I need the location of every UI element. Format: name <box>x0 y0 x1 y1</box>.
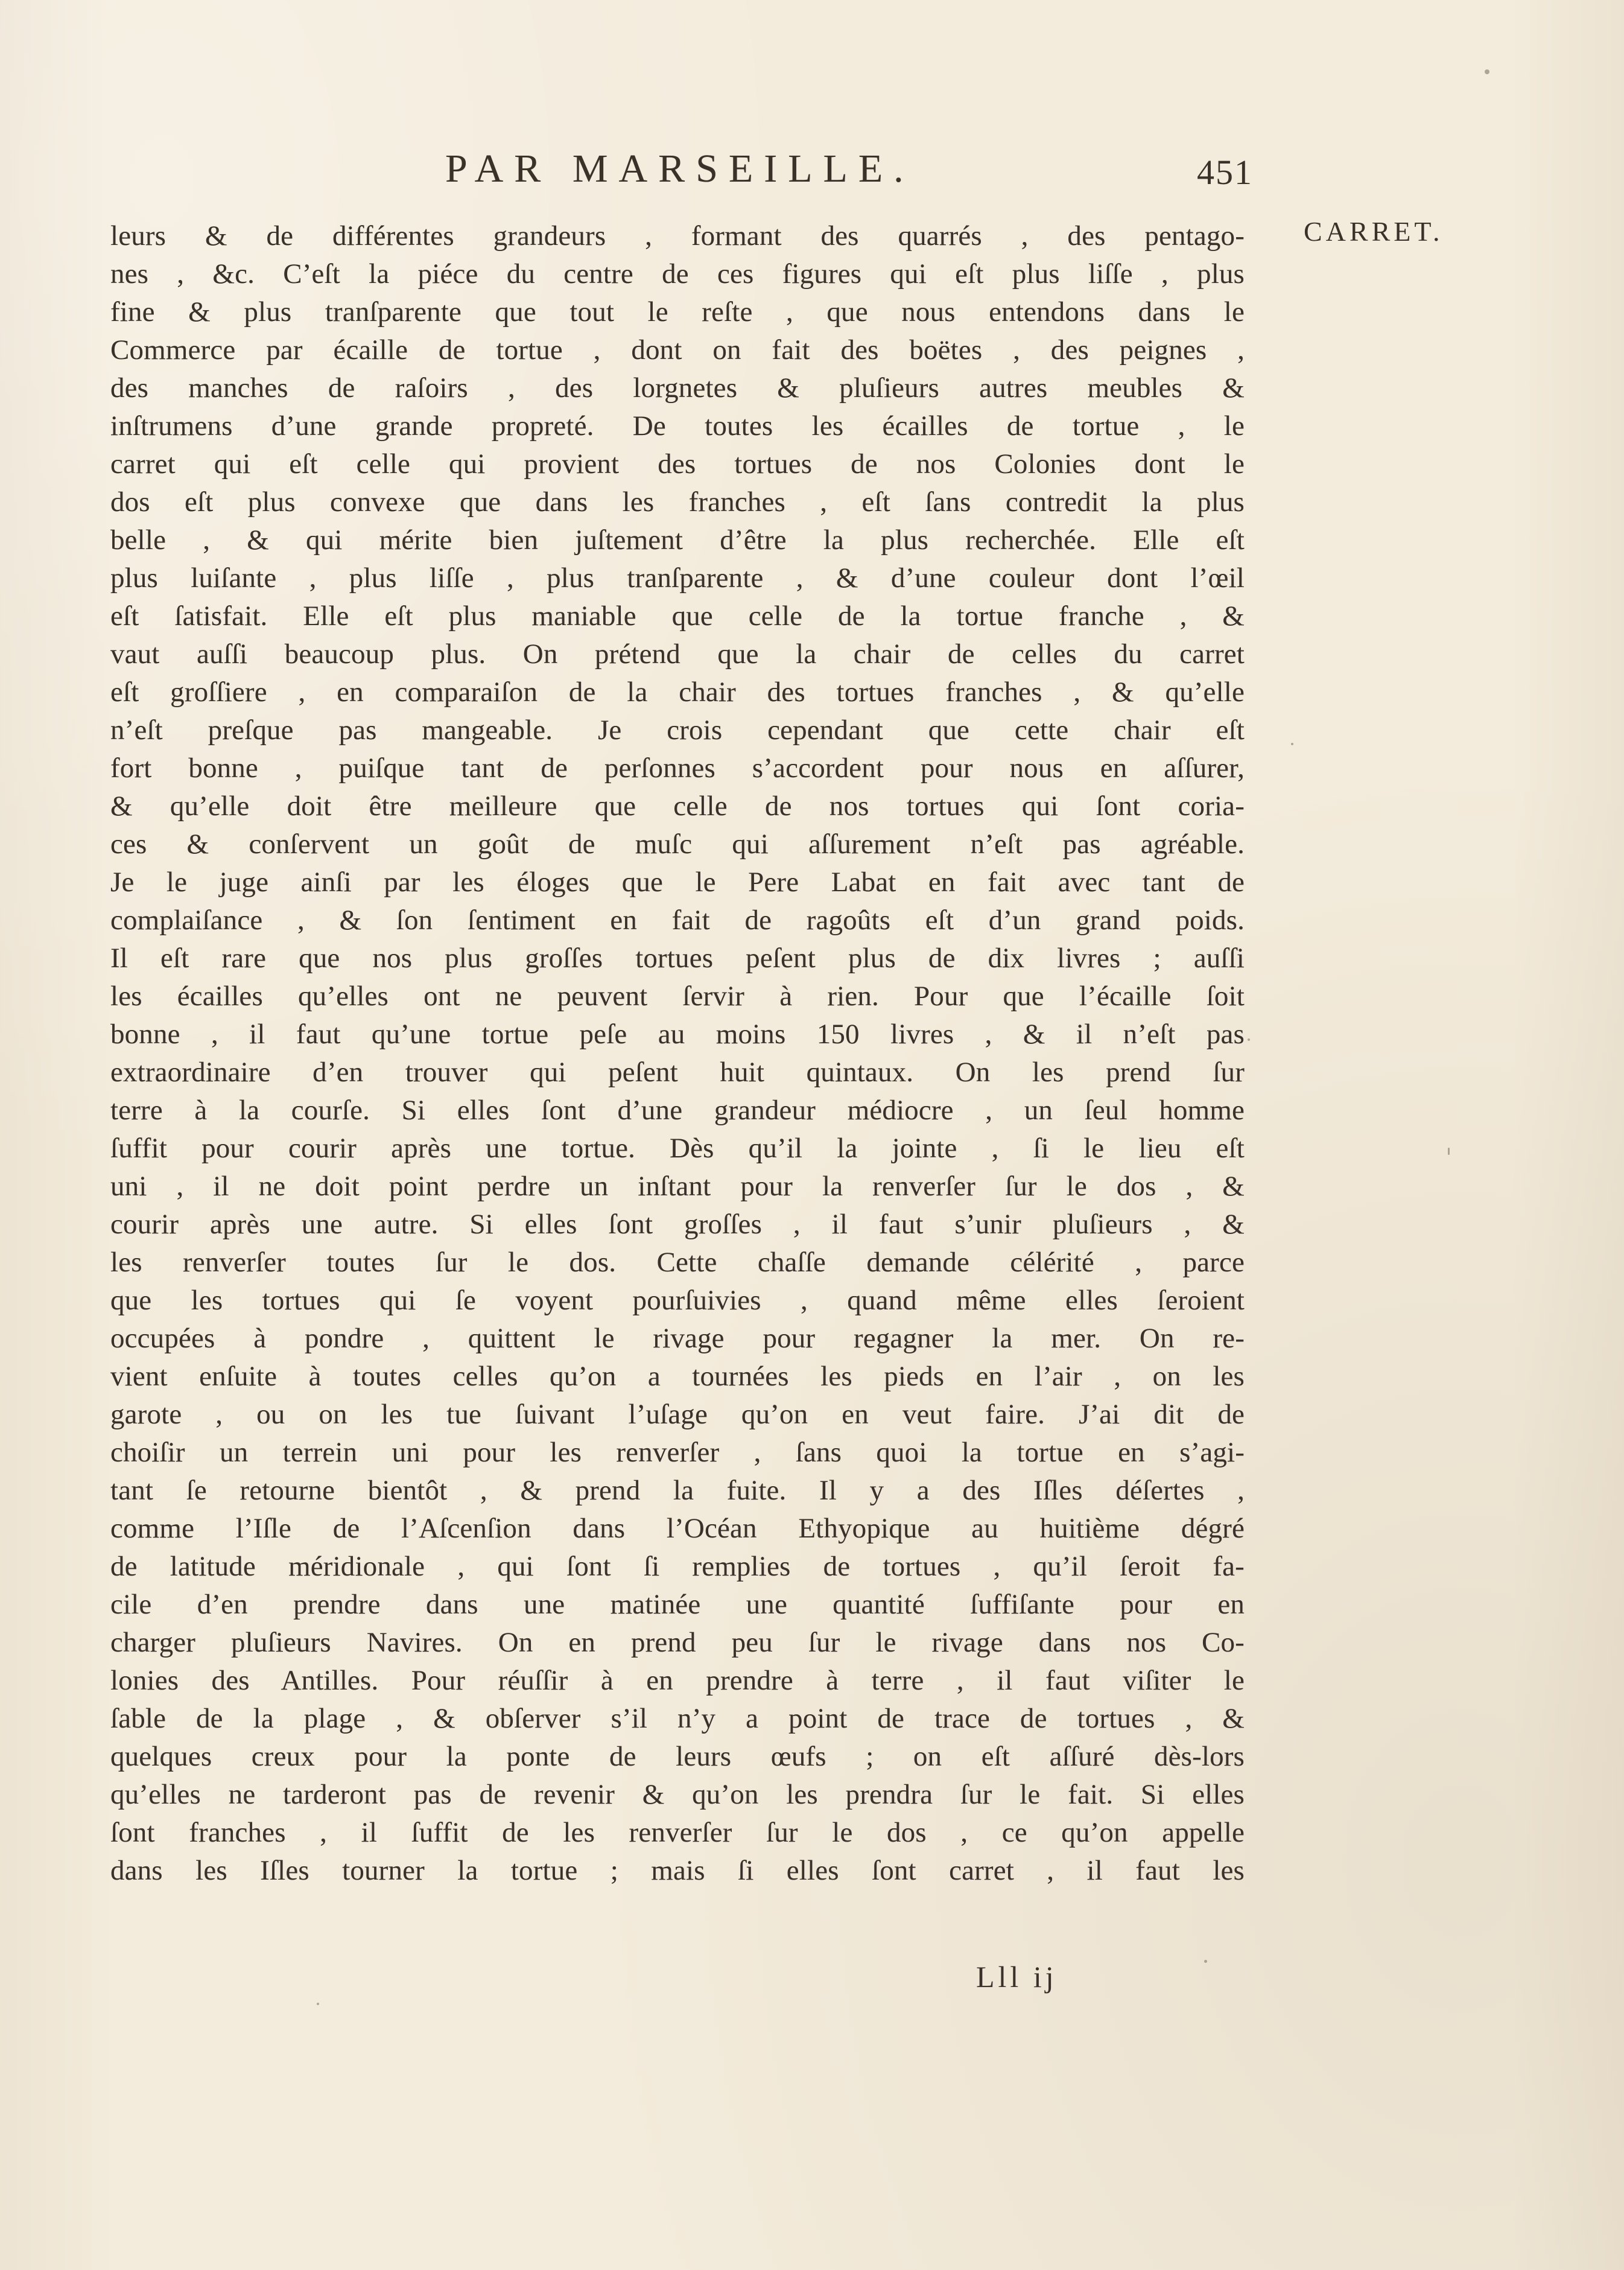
paper-spot-icon <box>1248 1038 1250 1041</box>
text-line: les renverſer toutes ſur le dos. Cette chaſſe demande célérité , parce <box>110 1247 1245 1278</box>
text-line: eſt ſatisfait. Elle eſt plus maniable que celle de la tortue franche , & <box>110 600 1245 632</box>
text-line: carret qui eſt celle qui provient des tortues de nos Colonies dont le <box>110 448 1245 480</box>
signature-mark: Lll ij <box>976 1960 1058 1994</box>
text-line: qu’elles ne tarderont pas de revenir & qu’on les prendra ſur le fait. Si elles <box>110 1779 1245 1810</box>
text-line: ſuffit pour courir après une tortue. Dès qu’il la jointe , ſi le lieu eſt <box>110 1133 1245 1164</box>
text-line: bonne , il faut qu’une tortue peſe au moins 150 livres , & il n’eſt pas <box>110 1019 1245 1050</box>
text-line: extraordinaire d’en trouver qui peſent huit quintaux. On les prend ſur <box>110 1057 1245 1088</box>
text-line: plus luiſante , plus liſſe , plus tranſparente , & d’une couleur dont l’œil <box>110 562 1245 594</box>
text-line: ces & conſervent un goût de muſc qui aſſurement n’eſt pas agréable. <box>110 828 1245 860</box>
text-line: dos eſt plus convexe que dans les franches , eſt ſans contredit la plus <box>110 486 1245 518</box>
text-line: Commerce par écaille de tortue , dont on fait des boëtes , des peignes , <box>110 334 1245 366</box>
text-line: leurs & de différentes grandeurs , formant des quarrés , des pentago- <box>110 220 1245 252</box>
text-line: dans les Iſles tourner la tortue ; mais ſi elles ſont carret , il faut les <box>110 1855 1245 1886</box>
text-line: charger pluſieurs Navires. On en prend peu ſur le rivage dans nos Co- <box>110 1627 1245 1658</box>
text-line: quelques creux pour la ponte de leurs œufs ; on eſt aſſuré dès-lors <box>110 1741 1245 1772</box>
text-line: cile d’en prendre dans une matinée une quantité ſuffiſante pour en <box>110 1589 1245 1620</box>
text-line: & qu’elle doit être meilleure que celle de nos tortues qui ſont coria- <box>110 790 1245 822</box>
text-line: Je le juge ainſi par les éloges que le Pere Labat en fait avec tant de <box>110 866 1245 898</box>
paper-spot-icon <box>1204 1960 1207 1963</box>
text-line: choiſir un terrein uni pour les renverſer , ſans quoi la tortue en s’agi- <box>110 1437 1245 1468</box>
paper-spot-icon <box>1291 743 1293 745</box>
running-head: PAR MARSEILLE. <box>445 147 915 191</box>
paper-spot-icon <box>1485 69 1489 74</box>
page-number: 451 <box>1197 153 1253 192</box>
paper-spot-icon <box>317 2003 319 2005</box>
text-line: fine & plus tranſparente que tout le reſte , que nous entendons dans le <box>110 296 1245 328</box>
margin-note-carret: CARRET. <box>1304 216 1444 247</box>
main-text-block <box>110 217 1245 1890</box>
paper-spot-icon <box>1448 1148 1450 1155</box>
text-line: occupées à pondre , quittent le rivage pour regagner la mer. On re- <box>110 1323 1245 1354</box>
text-line: eſt groſſiere , en comparaiſon de la chair des tortues franches , & qu’elle <box>110 676 1245 708</box>
text-line: inſtrumens d’une grande propreté. De toutes les écailles de tortue , le <box>110 410 1245 442</box>
text-line: garote , ou on les tue ſuivant l’uſage qu’on en veut faire. J’ai dit de <box>110 1399 1245 1430</box>
text-line: n’eſt preſque pas mangeable. Je crois cependant que cette chair eſt <box>110 714 1245 746</box>
text-line: ſable de la plage , & obſerver s’il n’y a point de trace de tortues , & <box>110 1703 1245 1734</box>
text-line: nes , &c. C’eſt la piéce du centre de ces figures qui eſt plus liſſe , plus <box>110 258 1245 290</box>
text-line: de latitude méridionale , qui ſont ſi remplies de tortues , qu’il ſeroit fa- <box>110 1551 1245 1582</box>
text-line: vaut auſſi beaucoup plus. On prétend que la chair de celles du carret <box>110 638 1245 670</box>
text-line: que les tortues qui ſe voyent pourſuivies , quand même elles ſeroient <box>110 1285 1245 1316</box>
text-line: terre à la courſe. Si elles ſont d’une grandeur médiocre , un ſeul homme <box>110 1095 1245 1126</box>
text-line: complaiſance , & ſon ſentiment en fait de ragoûts eſt d’un grand poids. <box>110 905 1245 936</box>
text-line: belle , & qui mérite bien juſtement d’être la plus recherchée. Elle eſt <box>110 524 1245 556</box>
text-line: des manches de raſoirs , des lorgnetes & pluſieurs autres meubles & <box>110 372 1245 404</box>
text-line: uni , il ne doit point perdre un inſtant pour la renverſer ſur le dos , & <box>110 1171 1245 1202</box>
text-line: tant ſe retourne bientôt , & prend la fuite. Il y a des Iſles déſertes , <box>110 1475 1245 1506</box>
text-line: fort bonne , puiſque tant de perſonnes s’accordent pour nous en aſſurer, <box>110 752 1245 784</box>
text-line: Il eſt rare que nos plus groſſes tortues peſent plus de dix livres ; auſſi <box>110 943 1245 974</box>
text-line: ſont franches , il ſuffit de les renverſer ſur le dos , ce qu’on appelle <box>110 1817 1245 1848</box>
text-line: vient enſuite à toutes celles qu’on a tournées les pieds en l’air , on les <box>110 1361 1245 1392</box>
text-line: courir après une autre. Si elles ſont groſſes , il faut s’unir pluſieurs , & <box>110 1209 1245 1240</box>
text-line: comme l’Iſle de l’Aſcenſion dans l’Océan Ethyopique au huitième dégré <box>110 1513 1245 1544</box>
text-line: les écailles qu’elles ont ne peuvent ſervir à rien. Pour que l’écaille ſoit <box>110 981 1245 1012</box>
text-line: lonies des Antilles. Pour réuſſir à en prendre à terre , il faut viſiter le <box>110 1665 1245 1696</box>
